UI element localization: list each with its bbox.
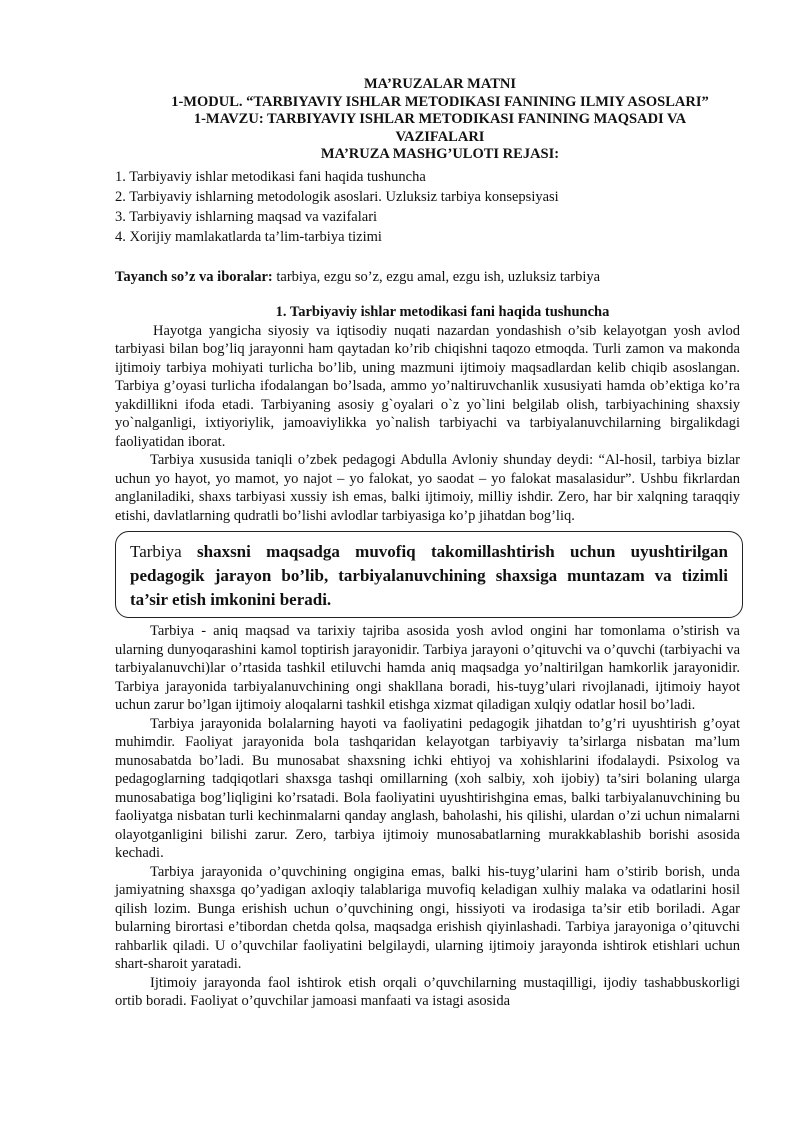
callout-definition: shaxsni maqsadga muvofiq takomillashtirish uchun uyushtirilgan pedagogik jarayon bo’lib, tarbiyalanuvchining shaxsiga muntazam va tizimli ta’sir etish imkonini beradi. (130, 542, 728, 609)
plan-heading: MA’RUZA MASHG’ULOTI REJASI: (320, 146, 560, 162)
lecture-plan-list (115, 167, 740, 247)
keywords-text: tarbiya, ezgu so’z, ezgu amal, ezgu ish, uzluksiz tarbiya (272, 268, 601, 285)
definition-callout-box (115, 531, 743, 618)
keywords-label: Tayanch so’z va iboralar: (115, 268, 273, 285)
module-title: 1-MODUL. “TARBIYAVIY ISHLAR METODIKASI FANINING ILMIY ASOSLARI” (171, 93, 709, 110)
document-header (115, 76, 740, 164)
doc-title: MA’RUZALAR MATNI (363, 76, 517, 92)
paragraph: Tarbiya - aniq maqsad va tarixiy tajriba asosida yosh avlod ongini har tomonlama o’stirish va ularning dunyoqarashini kamol toptirish jarayonidir. Tarbiya jarayoni o’qituvchi va o’quvchi (tarbiyachi va tarbiyalanuvchi)lar o’rtasida tashkil etiluvchi hamda aniq maqsadga yo’naltirilgan hamkorlik jarayonidir. Tarbiya jarayonida tarbiyalanuvchining ongi shakllana boradi, his-tuyg’ulari rivojlanadi, ijtimoiy hayot uchun zarur bo’lgan ijtimoiy aloqalarni tashkil etishga xizmat qiladigan xulqiy odatlar hosil bo’ladi. (115, 623, 740, 713)
paragraph: Ijtimoiy jarayonda faol ishtirok etish orqali o’quvchilarning mustaqilligi, ijodiy tashabbuskorligi ortib boradi. Faoliyat o’quvchilar jamoasi manfaati va istagi asosida (115, 974, 740, 1009)
callout-lead: Tarbiya (130, 542, 197, 561)
topic-title-cont: VAZIFALARI (395, 128, 485, 145)
plan-item: 2. Tarbiyaviy ishlarning metodologik asoslari. Uzluksiz tarbiya konsepsiyasi (115, 188, 559, 205)
paragraph: Hayotga yangicha siyosiy va iqtisodiy nuqati nazardan yondashish o’sib kelayotgan yosh avlod tarbiyasi bilan bog’liq jarayonni ham qaytadan ko’rib chiqishni taqozo etmoqda. Turli zamon va makonda ijtimoiy tarbiya mohiyati turlicha bo’lib, uning mazmuni ijtimoiy maqsadlardan kelib chiqib asoslangan. Tarbiya g’oyasi turlicha ifodalangan bo’lsada, ammo yo’naltiruvchanlik xususiyati hamda ob’ektiga ko’ra yakdillikni ifoda etadi. Tarbiyaning asosiy g`oyalari o`z yo`lini belgilab olish, tarbiyachining shaxsiy yo`nalganligi, ixtiyoriylik, jamoaviylikka yo`nalish tarbiyachi va tarbiyalanuvchilarning birgalikdagi faoliyatidan iborat. (115, 322, 740, 450)
paragraph: Tarbiya jarayonida bolalarning hayoti va faoliyatini pedagogik jihatdan to’g’ri uyushtirish g’oyat muhimdir. Faoliyat jarayonida bola tashqaridan kelayotgan tarbiyaviy ta’sirlarga nisbatan ma’lum munosabatda bo’ladi. Bu munosabat shaxsning ichki ehtiyoj va xohishlarini ifodalaydi. Psixolog va pedagoglarning tadqiqotlari shaxsga tashqi omillarning (xoh salbiy, xoh ijobiy) ta’siri bolaning ularga munosabatiga bog’liqligini ko’rsatadi. Bola faoliyatini uyushtirishgina emas, balki tarbiyalanuvchining bu faoliyatga nisbatan turli kechinmalarni qanday anglash, baholashi, his qilishi, ulardan o’zi uchun nimalarni olayotganligini bilishi zarur. Zero, tarbiya ijtimoiy munosabatlarning murakkablashib borishi asosida kechadi. (115, 715, 740, 861)
paragraph: Tarbiya jarayonida o’quvchining ongigina emas, balki his-tuyg’ularini ham o’stirib borish, unda jamiyatning shaxsga qo’yadigan axloqiy talablariga muvofiq keladigan xulhiy malaka va odatlarini hosil qilish lozim. Bunga erishish uchun o’quvchining ongi, hissiyoti va irodasiga ta’sir etib boriladi. Agar bularning birortasi e’tibordan chetda qolsa, maqsadga erishish qiyinlashadi. Tarbiya jarayoniga o’qituvchi rahbarlik qiladi. U o’quvchilar faoliyatini belgilaydi, ularning ijtimoiy jarayonda ishtirok etishlari uchun shart-sharoit yaratadi. (115, 863, 740, 972)
plan-item: 1. Tarbiyaviy ishlar metodikasi fani haqida tushuncha (115, 168, 426, 185)
keywords-line (115, 267, 740, 287)
section-title: 1. Tarbiyaviy ishlar metodikasi fani haqida tushuncha (275, 303, 610, 320)
paragraph: Tarbiya xususida taniqli o’zbek pedagogi Abdulla Avloniy shunday deydi: “Al-hosil, tarbiya bizlar uchun yo hayot, yo mamot, yo najot – yo falokat, yo saodat – yo falokat masalasidur”. Ushbu fikrlardan anglaniladiki, shaxs tarbiyasi xussiy ish emas, balki ijtimoiy, milliy ishdir. Zero, har bir xalqning taraqqiy etishi, davlatlarning qudratli bo’lishi avlodlar tarbiyasiga ko’p jihatdan bog’liq. (115, 452, 740, 524)
plan-item: 3. Tarbiyaviy ishlarning maqsad va vazifalari (115, 208, 378, 225)
topic-title: 1-MAVZU: TARBIYAVIY ISHLAR METODIKASI FANINING MAQSADI VA (193, 111, 687, 127)
plan-item: 4. Xorijiy mamlakatlarda ta’lim-tarbiya tizimi (115, 228, 382, 245)
